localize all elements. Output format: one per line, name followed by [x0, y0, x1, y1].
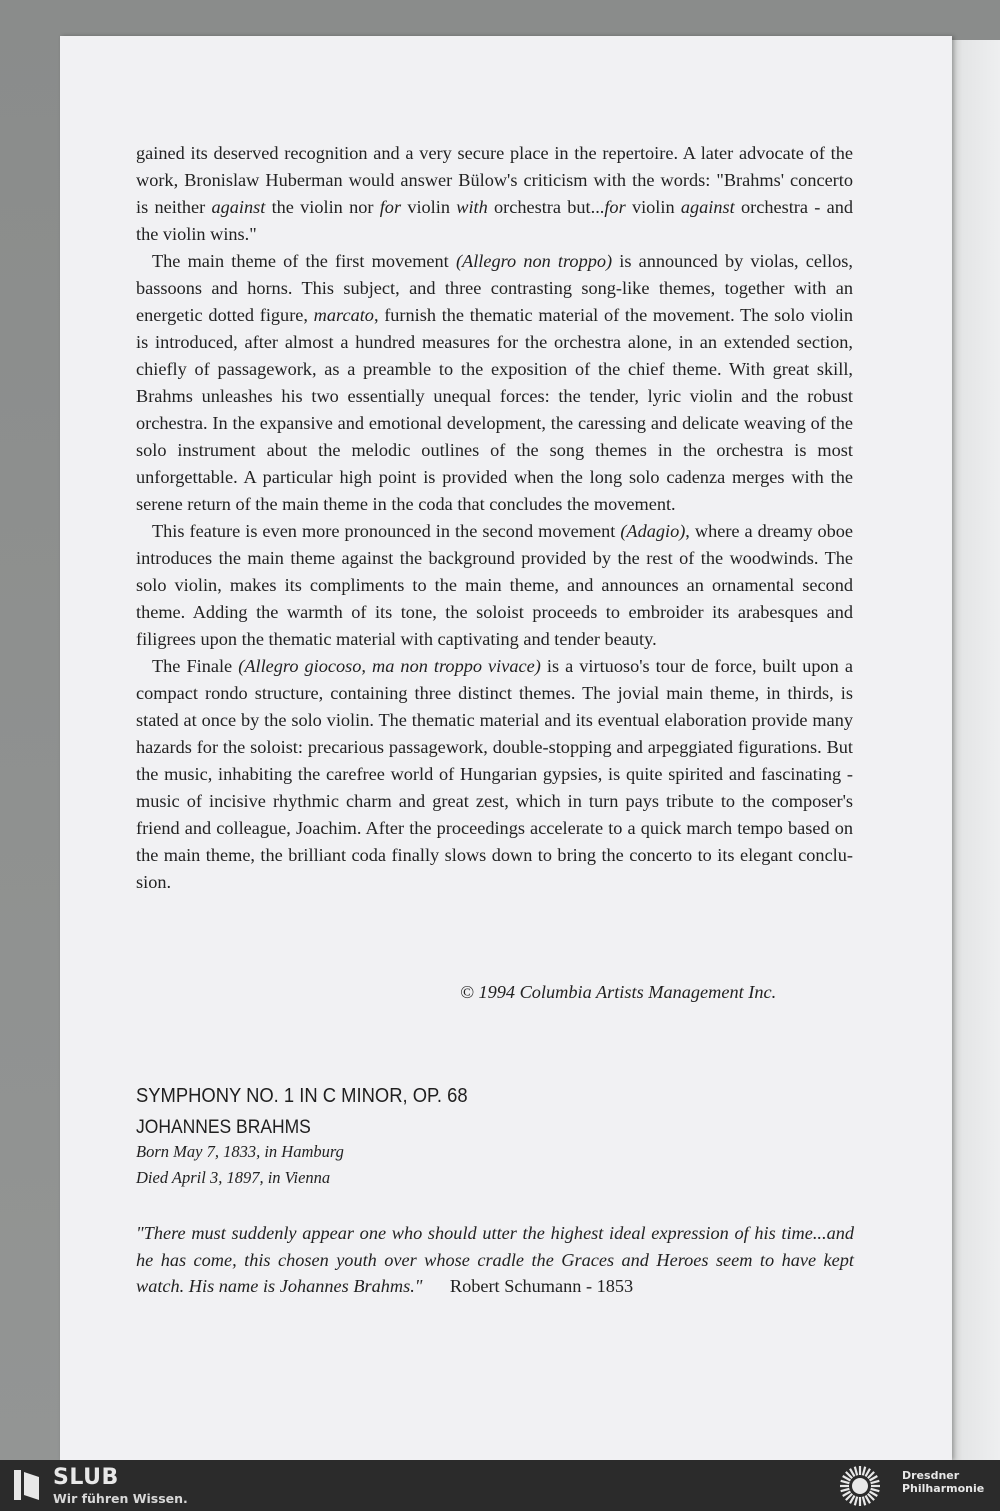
slub-name[interactable]: SLUB: [53, 1465, 119, 1490]
text-run: violin: [625, 197, 681, 217]
text-run: , furnish the thematic material of the movement. The solo violin is introduced, after almost a hundred measures for the orchestra alone, in an extended section, chiefly of passagework, as a preamble to the exposition of the chief theme. With great skill, Brahms unleashes his two essentially unequal forces: the tender, lyric violin and the robust orchestra. In the expansive and emotional development, the caressing and delicate weaving of the solo instrument about the melodic outlines of the song themes in the orchestra is most unforgettable. A particular high point is provided when the long solo cadenza merges with the serene return of the main theme in the coda that concludes the movement.: [136, 305, 853, 514]
italic-term: against: [680, 197, 735, 217]
text-run: the violin nor: [265, 197, 380, 217]
composer-born: Born May 7, 1833, in Hamburg: [136, 1142, 344, 1161]
sun-ray: [841, 1481, 850, 1483]
text-run: orchestra - and the violin wins.": [136, 197, 853, 244]
dresdner-philharmonie-sun-icon[interactable]: [838, 1464, 882, 1508]
text-run: violin: [401, 197, 457, 217]
paragraph-finale: [136, 653, 853, 896]
sun-ray: [863, 1467, 865, 1476]
italic-term: marcato: [313, 305, 374, 325]
sun-ray: [841, 1489, 850, 1491]
italic-term: with: [456, 197, 488, 217]
composer-died: Died April 3, 1897, in Vienna: [136, 1168, 331, 1187]
text-run: orchestra but...: [487, 197, 605, 217]
slub-book-icon[interactable]: [12, 1468, 42, 1502]
quote-attribution: Robert Schumann - 1853: [449, 1276, 634, 1296]
slub-tagline: Wir führen Wissen.: [53, 1491, 188, 1506]
text-run: gained its deserved recognition and a very secure place in the repertoire. A later advocate of the work, Bronislaw Huberman would answer Bülow's criticism with the words: "Brahms' concerto is neither: [136, 143, 853, 217]
next-page-edge: [950, 40, 1000, 1460]
text-run: is announced by violas, cellos, bassoons and horns. This subject, and three contrasting song-like themes, together with an energetic dotted figure,: [136, 251, 853, 325]
quote-text: "There must suddenly appear one who should utter the highest ideal expression of his time...and he has come, this chosen youth over whose cradle the Graces and Heroes seem to have kept watch. His name is Johannes Brahms.": [136, 1223, 854, 1296]
symphony-title: SYMPHONY NO. 1 IN C MINOR, OP. 68: [136, 1085, 468, 1107]
partner-line2: Philharmonie: [902, 1481, 985, 1495]
text-run: The main theme of the first movement: [152, 251, 456, 271]
sun-ray: [871, 1481, 880, 1483]
italic-term: for: [379, 197, 402, 217]
italic-term: for: [604, 197, 626, 217]
sun-ray: [863, 1497, 865, 1506]
italic-term: (Allegro non troppo): [455, 251, 613, 271]
sun-ray: [871, 1489, 880, 1491]
copyright-credit: © 1994 Columbia Artists Management Inc.: [460, 982, 777, 1002]
paragraph-second-movement: [136, 518, 853, 653]
text-run: is a virtuoso's tour de force, built upon a compact rondo structure, containing three distinct themes. The jovial main theme, in thirds, is stated at once by the solo violin. The thematic material and its eventual elaboration provide many hazards for the soloist: precarious passagework, double-stopping and arpeggiated figurations. But the music, inhabiting the carefree world of Hungarian gypsies, is quite spirited and fascinating - music of incisive rhythmic charm and great zest, which in turn pays tribute to the composer's friend and colleague, Joachim. After the proceedings accelerate to a quick march tempo based on the main theme, the brilliant coda finally slows down to bring the concerto to its elegant conclusion.: [136, 656, 853, 892]
text-run: This feature is even more pronounced in the second movement: [152, 521, 621, 541]
quote-gap: [422, 1276, 449, 1296]
italic-term: against: [211, 197, 266, 217]
footer-bar: [0, 1460, 1000, 1511]
program-notes-body: [136, 140, 853, 896]
italic-term: (Allegro giocoso, ma non troppo vivace): [238, 656, 541, 676]
composer-name: JOHANNES BRAHMS: [136, 1117, 311, 1138]
sun-ray: [855, 1467, 857, 1476]
sun-ray: [855, 1497, 857, 1506]
text-run: The Finale: [152, 656, 239, 676]
paragraph-huberman: [136, 140, 853, 248]
italic-term: (Adagio): [620, 521, 686, 541]
partner-line1: Dresdner: [902, 1469, 960, 1482]
schumann-quote: [136, 1220, 854, 1300]
dresdner-philharmonie-name[interactable]: [902, 1470, 984, 1495]
text-run: , where a dreamy oboe introduces the main theme against the background provided by the rest of the woodwinds. The solo violin, makes its compliments to the main theme, and announces an ornamental second theme. Adding the warmth of its tone, the soloist proceeds to embroider its arabesques and filigrees upon the thematic material with captivating and tender beauty.: [136, 521, 853, 649]
paragraph-first-movement: [136, 248, 853, 518]
